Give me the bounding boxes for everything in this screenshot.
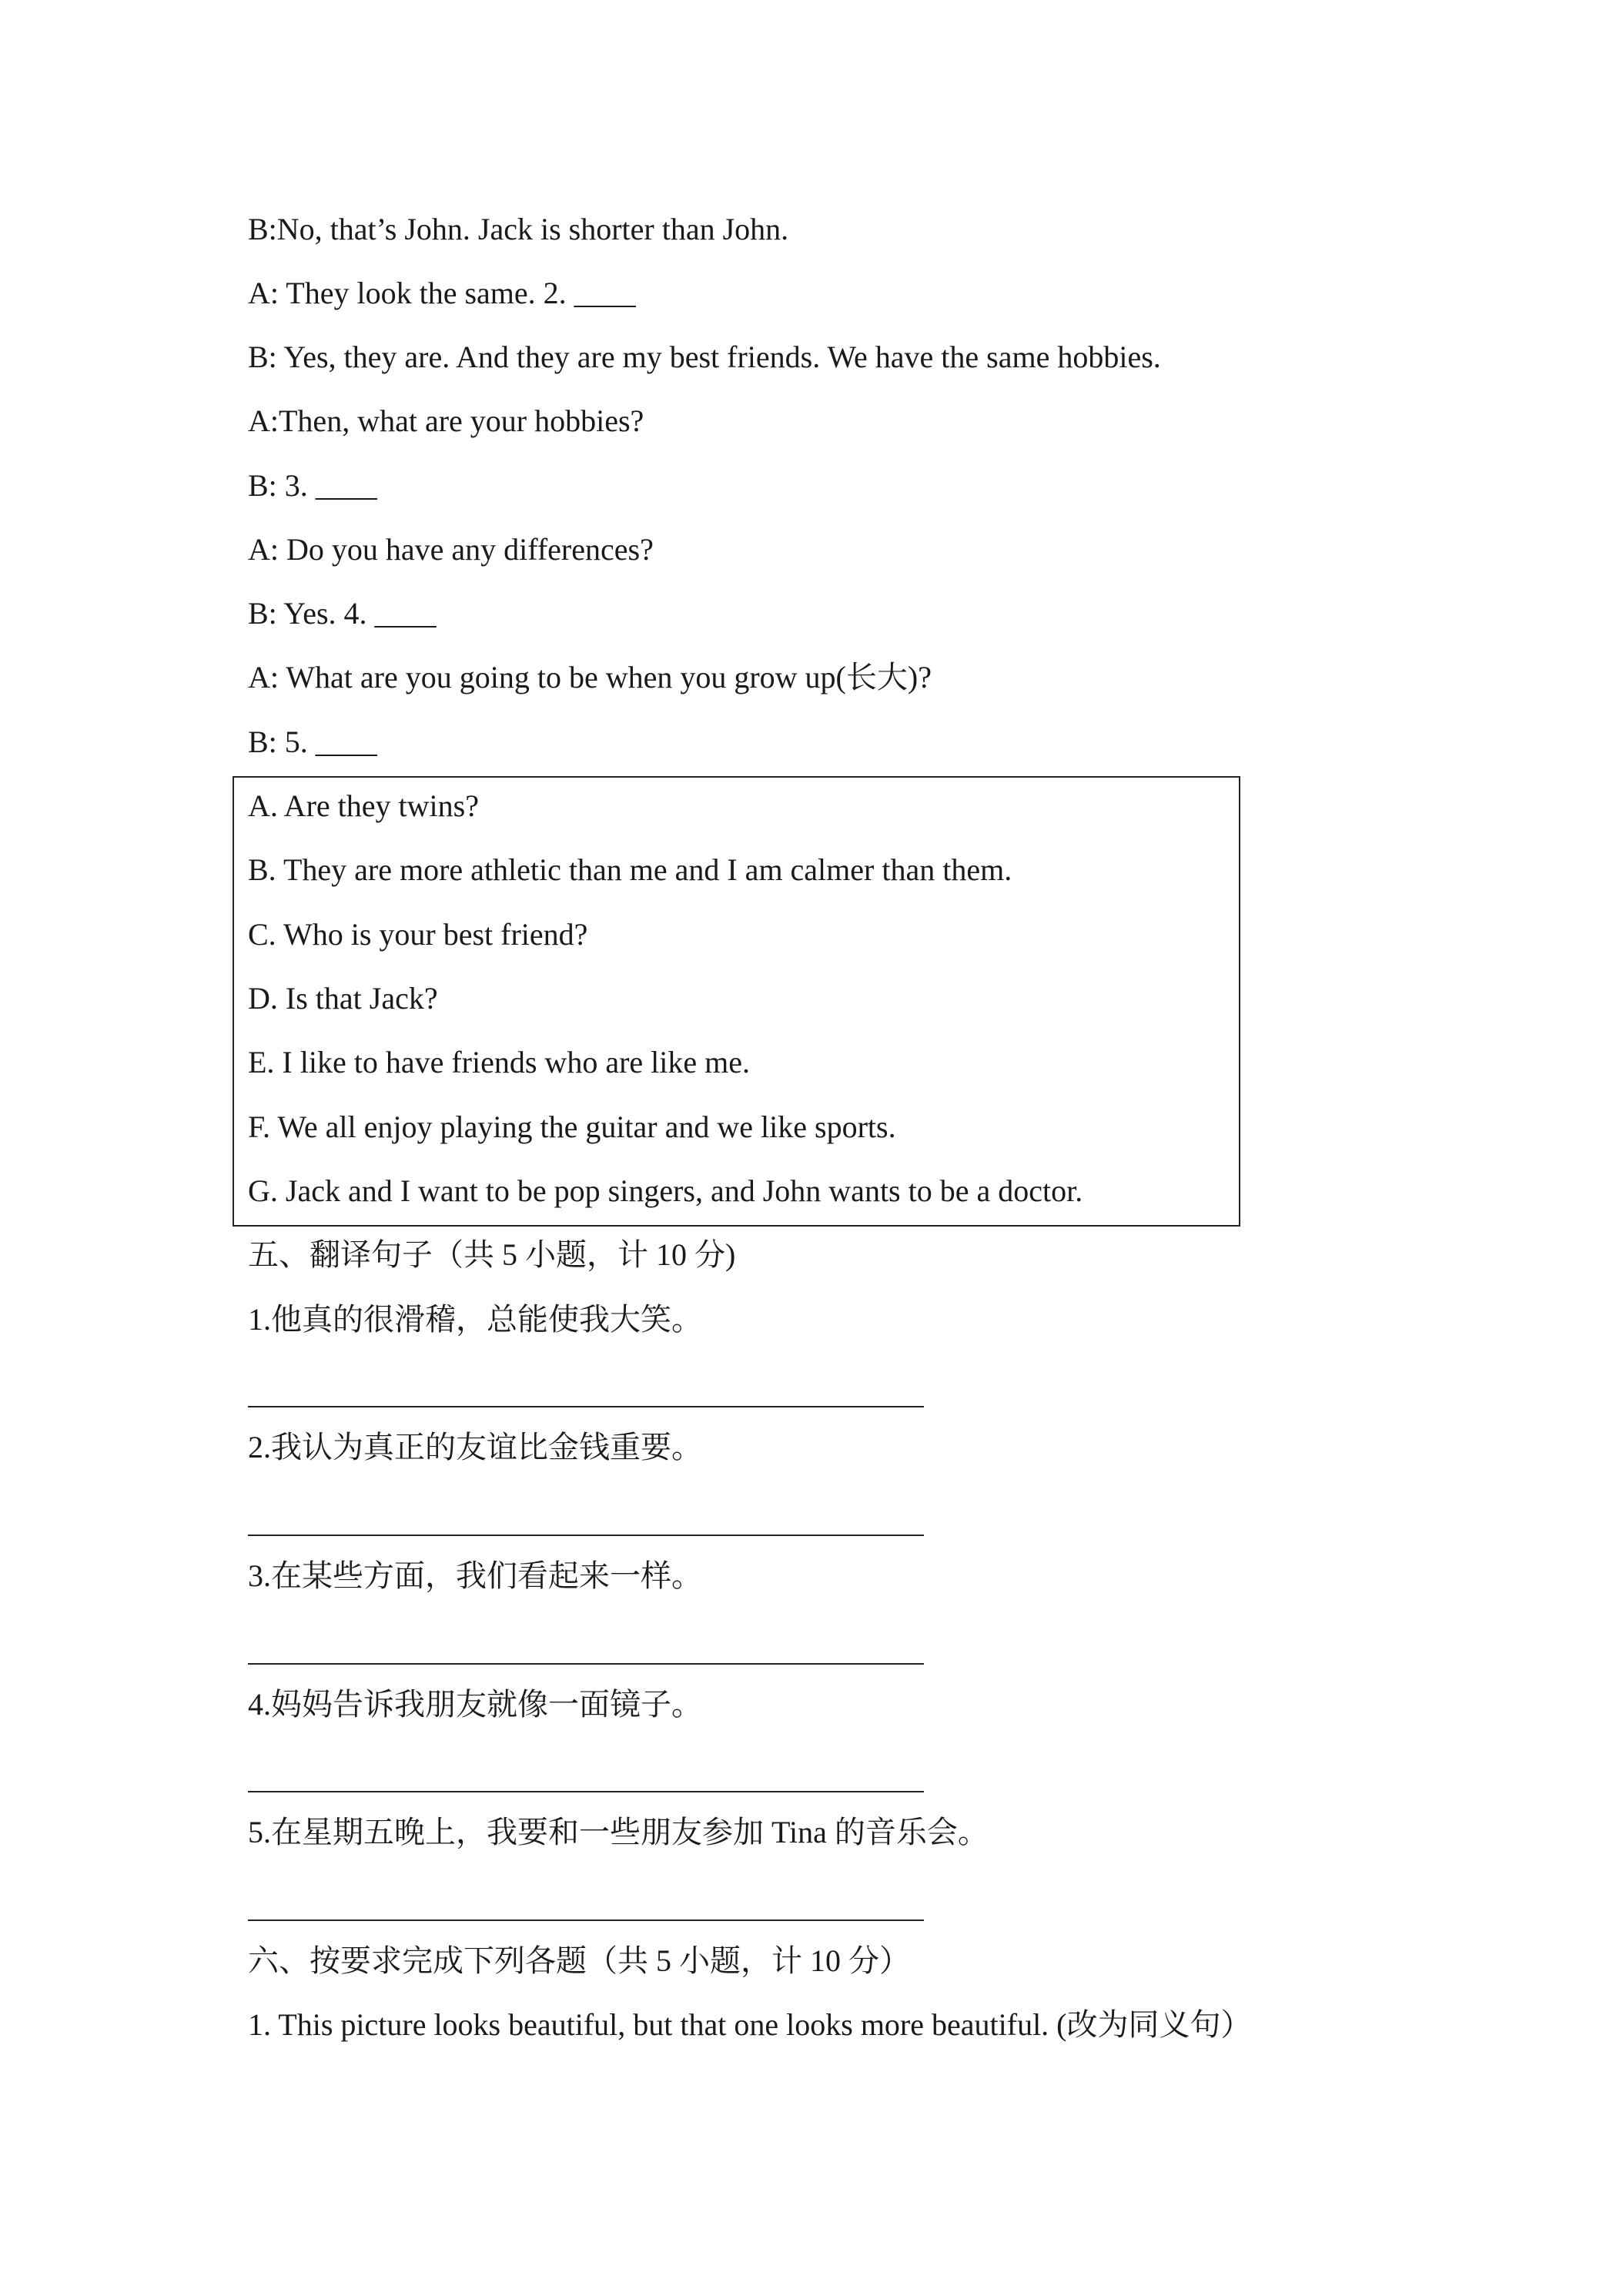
answer-line[interactable] xyxy=(248,1406,924,1407)
section-6-title: 六、按要求完成下列各题（共 5 小题，计 10 分） xyxy=(248,1943,910,1978)
answer-line[interactable] xyxy=(248,1535,924,1536)
option-item: B. They are more athletic than me and I am calmer than them. xyxy=(248,852,1012,887)
dialogue-line: B: 3. ____ xyxy=(248,468,377,503)
translation-item: 1.他真的很滑稽，总能使我大笑。 xyxy=(248,1302,702,1337)
option-item: D. Is that Jack? xyxy=(248,981,438,1016)
dialogue-line: A: Do you have any differences? xyxy=(248,532,654,567)
rewrite-item: 1. This picture looks beautiful, but that one looks more beautiful. (改为同义句） xyxy=(248,2007,1252,2042)
answer-line[interactable] xyxy=(248,1663,924,1665)
dialogue-line: B: 5. ____ xyxy=(248,725,377,759)
dialogue-line: B: Yes, they are. And they are my best friends. We have the same hobbies. xyxy=(248,340,1161,374)
translation-item: 3.在某些方面，我们看起来一样。 xyxy=(248,1558,702,1593)
dialogue-line: A: What are you going to be when you grow up(长大)? xyxy=(248,660,932,694)
translation-item: 4.妈妈告诉我朋友就像一面镜子。 xyxy=(248,1687,702,1722)
dialogue-line: B:No, that’s John. Jack is shorter than John. xyxy=(248,212,789,246)
dialogue-line: A:Then, what are your hobbies? xyxy=(248,403,644,438)
option-item: A. Are they twins? xyxy=(248,788,479,823)
answer-line[interactable] xyxy=(248,1919,924,1921)
option-item: E. I like to have friends who are like me. xyxy=(248,1045,750,1079)
option-item: F. We all enjoy playing the guitar and we like sports. xyxy=(248,1110,896,1144)
dialogue-line: B: Yes. 4. ____ xyxy=(248,596,437,631)
dialogue-line: A: They look the same. 2. ____ xyxy=(248,276,636,310)
option-item: C. Who is your best friend? xyxy=(248,917,588,952)
answer-line[interactable] xyxy=(248,1791,924,1792)
option-item: G. Jack and I want to be pop singers, and John wants to be a doctor. xyxy=(248,1173,1083,1208)
translation-item: 5.在星期五晚上，我要和一些朋友参加 Tina 的音乐会。 xyxy=(248,1815,989,1849)
section-5-title: 五、翻译句子（共 5 小题，计 10 分) xyxy=(248,1237,736,1272)
translation-item: 2.我认为真正的友谊比金钱重要。 xyxy=(248,1430,702,1464)
